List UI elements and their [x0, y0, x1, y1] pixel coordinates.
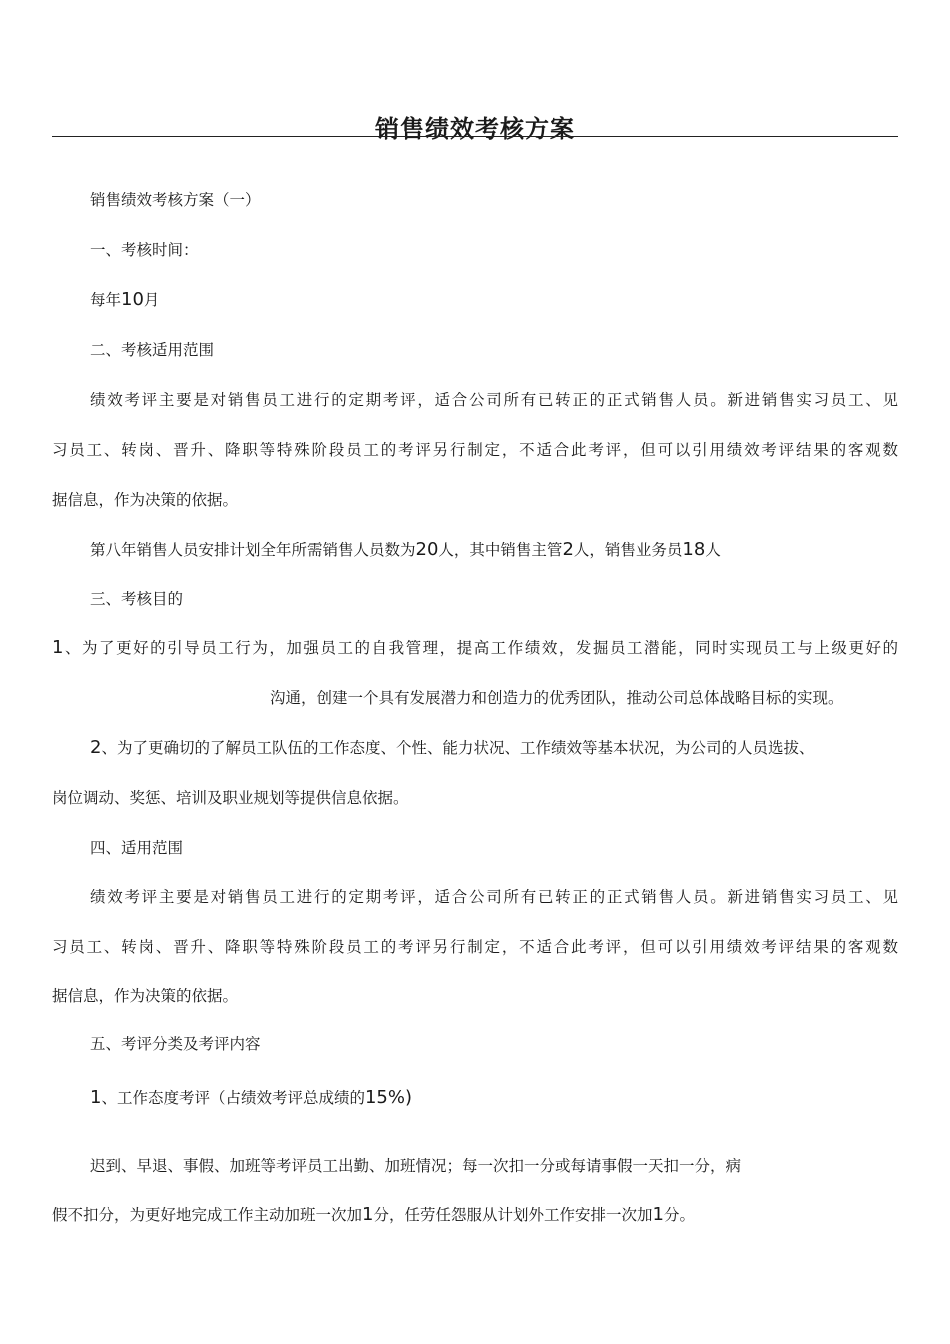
subsection-heading: 1、工作态度考评（占绩效考评总成绩的15%) [90, 1087, 412, 1108]
section-heading-3: 三、考核目的 [90, 590, 184, 608]
subtitle-line: 销售绩效考核方案（一） [90, 191, 261, 209]
paragraph-line: 第八年销售人员安排计划全年所需销售人员数为20人，其中销售主管2人，销售业务员18人 [90, 539, 721, 560]
paragraph-line: 1、为了更好的引导员工行为，加强员工的自我管理，提高工作绩效，发掘员工潜能，同时实现员工与上级更好的 [52, 637, 898, 658]
paragraph-line: 岗位调动、奖惩、培训及职业规划等提供信息依据。 [52, 789, 409, 807]
paragraph-line: 沟通，创建一个具有发展潜力和创造力的优秀团队，推动公司总体战略目标的实现。 [270, 689, 844, 707]
section-heading-1: 一、考核时间： [90, 241, 199, 259]
paragraph-line: 假不扣分，为更好地完成工作主动加班一次加1分，任劳任怨服从计划外工作安排一次加1分。 [52, 1204, 695, 1225]
paragraph-line: 据信息，作为决策的依据。 [52, 987, 239, 1005]
title-underline [52, 136, 898, 137]
section-heading-4: 四、适用范围 [90, 839, 184, 857]
section-heading-2: 二、考核适用范围 [90, 341, 215, 359]
paragraph-line: 据信息，作为决策的依据。 [52, 491, 239, 509]
paragraph-line: 绩效考评主要是对销售员工进行的定期考评，适合公司所有已转正的正式销售人员。新进销售实习员工、见 [90, 391, 898, 409]
paragraph-line: 每年10月 [90, 289, 160, 310]
paragraph-line: 迟到、早退、事假、加班等考评员工出勤、加班情况；每一次扣一分或每请事假一天扣一分，病 [90, 1157, 742, 1175]
paragraph-line: 习员工、转岗、晋升、降职等特殊阶段员工的考评另行制定，不适合此考评，但可以引用绩效考评结果的客观数 [52, 441, 898, 459]
paragraph-line: 绩效考评主要是对销售员工进行的定期考评，适合公司所有已转正的正式销售人员。新进销售实习员工、见 [90, 888, 898, 906]
paragraph-line: 习员工、转岗、晋升、降职等特殊阶段员工的考评另行制定，不适合此考评，但可以引用绩效考评结果的客观数 [52, 938, 898, 956]
section-heading-5: 五、考评分类及考评内容 [90, 1035, 261, 1053]
document-title: 销售绩效考核方案 [375, 115, 575, 143]
paragraph-line: 2、为了更确切的了解员工队伍的工作态度、个性、能力状况、工作绩效等基本状况，为公司的人员选拔、 [90, 737, 815, 758]
